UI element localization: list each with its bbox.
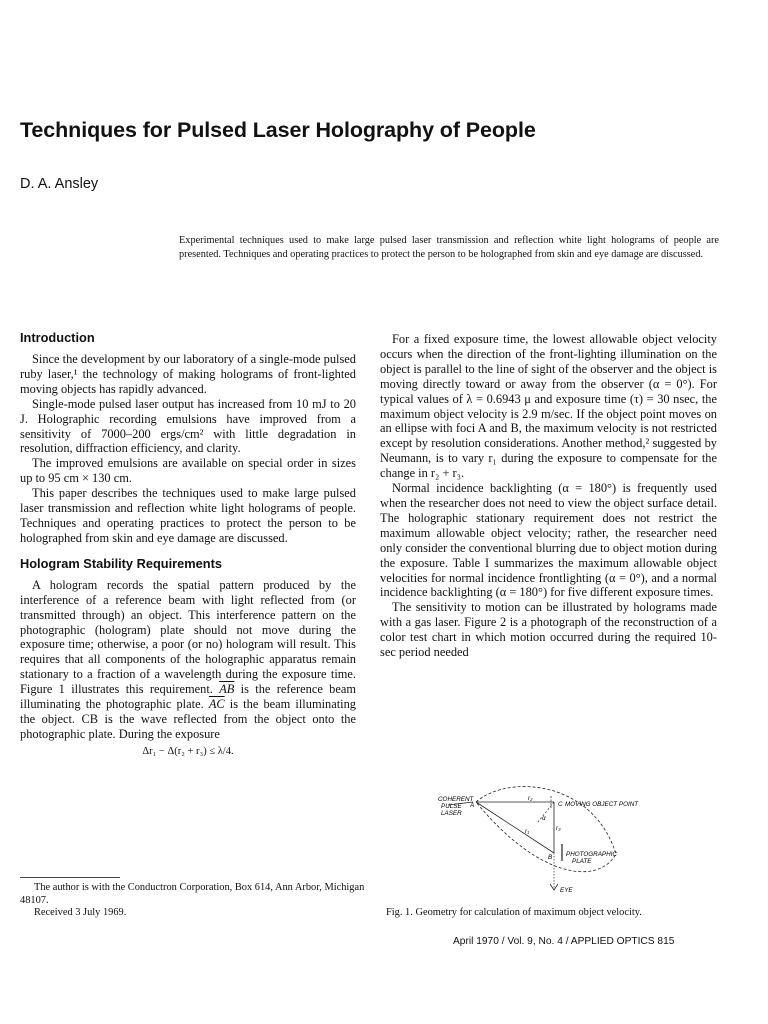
alpha-label: α — [542, 815, 546, 822]
plate-label: PLATE — [572, 858, 592, 865]
laser-label: COHERENT — [438, 796, 474, 803]
footnote-received: Received 3 July 1969. — [34, 907, 127, 919]
r2-label: r₂ — [528, 795, 533, 802]
stability-text: A hologram records the spatial pattern produced by the interference of a reference beam with light reflected from (or transmitted through) an object. This interference pattern on the photographic (hologram) plate should not move during the exposure time; otherwise, a poor (or no) hologram will result. This requires that all components of the holographic apparatus remain stationary to a fraction of a wavelength during the exposure time. Figure 1 illustrates this requirement. — [20, 577, 356, 697]
r1-label: r₁ — [525, 828, 530, 835]
footnote — [20, 882, 365, 920]
stability-paragraph — [20, 578, 356, 742]
intro-paragraph: The improved emulsions are available on special order in sizes up to 95 cm × 130 cm. — [20, 456, 356, 486]
paper-title: Techniques for Pulsed Laser Holography of People — [20, 118, 536, 142]
ray-r1 — [476, 802, 554, 853]
stability-heading: Hologram Stability Requirements — [20, 555, 222, 571]
right-column — [380, 332, 717, 660]
intro-paragraph: Since the development by our laboratory of a single-mode pulsed ruby laser,¹ the technology of making holograms of front-lighted moving objects has rapidly advanced. — [20, 352, 356, 396]
plate-label: PHOTOGRAPHIC — [566, 851, 617, 858]
page-footer: April 1970 / Vol. 9, No. 4 / APPLIED OPTICS 815 — [453, 936, 675, 947]
abstract: Experimental techniques used to make large pulsed laser transmission and reflection white light holograms of people are presented. Techniques and operating practices to protect the person to be holographed from skin and eye damage are discussed. — [179, 235, 719, 260]
intro-paragraph: This paper describes the techniques used to make large pulsed laser transmission and reflection white light holograms of people. Techniques and operating practices to protect the person to be holographed from skin and eye damage are discussed. — [20, 486, 356, 545]
point-c-label: C — [558, 801, 563, 808]
ellipse-path — [476, 787, 616, 872]
object-label: MOVING OBJECT POINT — [565, 801, 639, 808]
body-paragraph: For a fixed exposure time, the lowest allowable object velocity occurs when the direction of the front-lighting illumination on the object is parallel to the line of sight of the observer and the object is moving directly toward or away from the observer (α = 0°). For typical values of λ = 0.6943 μ and exposure time (τ) = 30 nsec, the maximum object velocity is 2.9 m/sec. If the object point moves on an ellipse with foci A and B, the maximum velocity is not restricted except by resolution considerations. Another method,² suggested by Neumann, is to vary r₁ during the exposure to compensate for the change in r₂ + r₃. — [380, 332, 717, 481]
intro-paragraph: Single-mode pulsed laser output has increased from 10 mJ to 20 J. Holographic recording emulsions have improved from a sensitivity of 7000–200 ergs/cm² with little degradation in resolution, diffraction efficiency, and clarity. — [20, 396, 356, 456]
laser-label: LASER — [441, 810, 462, 817]
body-paragraph: The sensitivity to motion can be illustrated by holograms made with a gas laser. Figure 2 is a photograph of the reconstruction of a color test chart in which motion occurred during the required 10-sec period needed — [380, 600, 717, 660]
author-name: D. A. Ansley — [20, 176, 99, 192]
geometry-figure — [428, 778, 688, 896]
laser-label: PULSE — [441, 803, 462, 810]
figure-caption: Fig. 1. Geometry for calculation of maximum object velocity. — [386, 907, 642, 918]
footnote-affiliation: The author is with the Conductron Corporation, Box 614, Ann Arbor, Michigan 48107. — [20, 882, 365, 906]
point-a-label: A — [470, 802, 475, 809]
point-b-label: B — [548, 854, 553, 861]
ab-symbol: $\overline{AB}$ — [219, 682, 235, 697]
ac-symbol: $\overline{AC}$ — [208, 697, 225, 712]
introduction-heading: Introduction — [20, 330, 95, 345]
body-paragraph: Normal incidence backlighting (α = 180°) is frequently used when the researcher does not need to view the object surface detail. The holographic stationary requirement does not restrict the maximum allowable object velocity; rather, the researcher need only consider the conventional blurring due to object motion during the exposure. Table I summarizes the maximum allowable object velocities for normal incidence frontlighting (α = 0°), and a normal incidence backlighting (α = 180°) for five different exposure times. — [380, 481, 717, 600]
eye-label: EYE — [560, 887, 573, 894]
r3-label: r₃ — [556, 825, 561, 832]
angle-guide — [538, 802, 554, 822]
stability-text-ac: is the beam illuminating the object. CB is the wave reflected from the object onto the photographic plate. During the exposure — [20, 697, 356, 741]
left-column — [20, 330, 356, 760]
equation: Δr₁ − Δ(r₂ + r₃) ≤ λ/4. — [142, 745, 234, 757]
stability-text-ab: is the reference beam illuminating the photographic plate. — [20, 682, 356, 712]
footnote-rule — [20, 877, 120, 878]
